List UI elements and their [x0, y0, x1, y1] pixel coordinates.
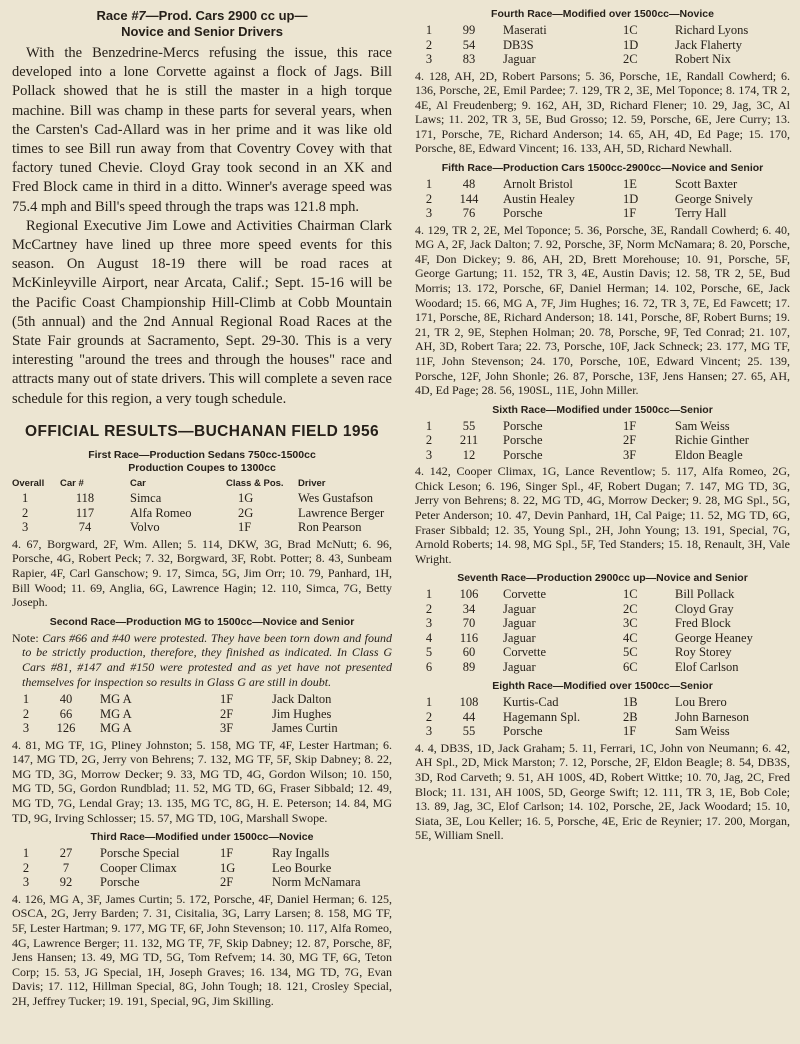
table-row: 3 70 Jaguar 3C Fred Block	[425, 616, 731, 631]
race1-table	[12, 477, 384, 535]
race8-section	[415, 680, 790, 843]
table-row: 1 48 Arnolt Bristol 1E Scott Baxter	[425, 177, 738, 192]
table-row: 1 108 Kurtis-Cad 1B Lou Brero	[425, 695, 727, 710]
table-row: 3 12 Porsche 3F Eldon Beagle	[425, 447, 743, 462]
race6-table	[415, 419, 749, 463]
table-row: 3 126 MG A 3F James Curtin	[22, 721, 338, 736]
col-header-car: Car	[130, 477, 146, 489]
table-row: 3 92 Porsche 2F Norm McNamara	[22, 875, 361, 890]
article-paragraph-2: Regional Executive Jim Lowe and Activities Chairman Clark McCartney have lined up three more speed events for this season. On August 18-19 there will be road races at McKinleyville Airport, near Arcata, Calif.; Sept. 15-16 will be the Pacific Coast Championship Hill-Climb at Cobb Mountain (5th annual) and the 2nd Annual Regional Road Races at the State Fair grounds at Sacramento, Sept. 29-30. This is a very interesting "around the trees and through the houses" race and attracts many out of state drivers. This will complete a seven race schedule for this region, a very tough schedule.	[12, 217, 392, 407]
table-row: 1 99 Maserati 1C Richard Lyons	[425, 23, 749, 37]
race5-section	[415, 162, 790, 398]
table-header-row	[12, 477, 384, 492]
table-row: 1 27 Porsche Special 1F Ray Ingalls	[22, 846, 330, 861]
table-row: 1 40 MG A 1F Jack Dalton	[22, 692, 332, 707]
table-row: 3 76 Porsche 1F Terry Hall	[425, 206, 727, 221]
race5-title: Fifth Race—Production Cars 1500cc-2900cc—Novice and Senior	[441, 162, 764, 175]
race3-table	[12, 846, 361, 890]
race2-title: Second Race—Production MG to 1500cc—Novice and Senior	[49, 615, 355, 628]
heading-line2: Novice and Senior Drivers	[121, 24, 283, 39]
race6-section	[415, 404, 790, 567]
table-row: 1 106 Corvette 1C Bill Pollack	[425, 587, 735, 602]
article-text	[12, 44, 392, 409]
table-row: 3 74 Volvo 1F Ron Pearson	[22, 520, 362, 535]
results-title: OFFICIAL RESULTS—BUCHANAN FIELD 1956	[25, 422, 379, 440]
race4-other-finishers: 4. 128, AH, 2D, Robert Parsons; 5. 36, Porsche, 1E, Randall Cowherd; 6. 136, Porsche, 2E, Emil Pardee; 7. 129, TR 2, 3E, Mel Toponce; 8. 174, TR 2, 4E, Al Freudenberg; 9. 162, AH, 3D, Richard Flener; 10. 29, Jag, 3C, Al Laws; 11. 202, TR 3, 5E, Bud Grosso; 12. 59, Porsche, 6E, Jere Curry; 13. 171, Porsche, 7E, Richard Anderson; 14. 65, AH, 4D, Ed Page; 15. 170, Porsche, 8E, Edward Vincent; 16. 133, AH, 5D, Richard Newhall.	[415, 68, 790, 156]
race5-other-finishers: 4. 129, TR 2, 2E, Mel Toponce; 5. 36, Porsche, 3E, Randall Cowherd; 6. 40, MG A, 2F, Jack Dalton; 7. 92, Porsche, 3F, Norm McNamara; 8. 20, Porsche, 4F, Don Dickey; 9. 86, AH, 2D, Brett Morehouse; 10. 91, Porsche, 5F, George Gartung; 11. 152, TR 3, 4E, Austin Davis; 12. 58, TR 2, 5E, Bud Morris; 13. 172, Porsche, 6F, Daniel Herman; 14. 102, Porsche, 6E, Jack Woodard; 15. 66, MG A, 7F, Jim Hughes; 16. 72, TR 3, 7E, Ed Fawcett; 17. 171, Porsche, 8E, Richard Anderson; 18. 141, Porsche, 8F, Robert Burns; 19. 21, TR 2, 9E, Stephen Holman; 20. 78, Porsche, 9F, Ted Conrad; 21. 107, AH, 3D, Robert Tara; 22. 73, Porsche, 10F, Jack Schneck; 23. 177, MG TF, 11F, John Stevenson; 24. 170, Porsche, 10E, Edward Vincent; 25. 139, Porsche, 12F, John Shonle; 26. 87, Porsche, 13F, Jens Hansen; 27. 65, AH, 4D, Ed Page; 28. 56, 190SL, 11E, John Miller.	[415, 222, 790, 398]
race3-other-finishers: 4. 126, MG A, 3F, James Curtin; 5. 172, Porsche, 4F, Daniel Herman; 6. 125, OSCA, 2G, Jerry Barden; 7. 31, Cisitalia, 3G, Larry Larsen; 8. 158, MG TF, 5F, Lester Hartman; 9. 177, MG TF, 6F, John Stevenson; 10. 117, Alfa Romeo, 4G, Lawrence Berger; 11. 132, MG TF, 7F, Skip Dabney; 12. 87, Porsche, 8F, Jens Hansen; 13. 49, MG TD, 5G, Tom Refvem; 14. 30, MG TF, 6G, Teton Corp; 15. 53, JG Special, 1H, Joseph Graves; 16. 134, MG TD, 7G, Evan Davis; 17. 112, Hillman Special, 8G, John Tough; 18. 121, Crosley Special, 2H, Jeffrey Tucker; 19. 191, Special, 9G, Jim Skilling.	[12, 891, 392, 1008]
race3-title: Third Race—Modified under 1500cc—Novice	[90, 831, 314, 844]
heading-prefix: Race	[96, 8, 132, 23]
race6-other-finishers: 4. 142, Cooper Climax, 1G, Lance Reventlow; 5. 117, Alfa Romeo, 2G, Chick Leson; 6. 196, Singer Spl., 4F, Robert Dugan; 7. 147, MG TD, 3G, Jerry von Behrens; 8. 22, MG TD, 4G, Morrow Decker; 9. 28, MG Spl., 5G, Peter Anderson; 10. 47, Devin Panhard, 1H, Cal Paige; 11. 52, MG TD, 6G, Fraser Sibbald; 12. 35, Young Spl., 2H, John Young; 13. 191, Special, 7G, Arnold Roberts; 14. 98, MG Spl., 5F, Ted Standers; 15. 18, Renault, 3H, Vale Wright.	[415, 464, 790, 566]
race7-table	[415, 587, 753, 674]
race8-table	[415, 695, 749, 739]
table-row: 1 55 Porsche 1F Sam Weiss	[425, 418, 730, 433]
col-header-driver: Driver	[298, 477, 326, 489]
table-row: 4 116 Jaguar 4C George Heaney	[425, 630, 753, 645]
right-column	[415, 8, 790, 849]
race7-title: Seventh Race—Production 2900cc up—Novice and Senior	[457, 572, 748, 585]
race4-title: Fourth Race—Modified over 1500cc—Novice	[491, 8, 714, 20]
race8-title: Eighth Race—Modified over 1500cc—Senior	[492, 680, 713, 693]
race2-other-finishers: 4. 81, MG TF, 1G, Pliney Johnston; 5. 158, MG TF, 4F, Lester Hartman; 6. 147, MG TD, 2G, Jerry von Behrens; 7. 132, MG TF, 5F, Skip Dabney; 8. 22, MG TD, 3G, Morrow Decker; 9. 33, MG TD, 4G, Gordon Wilson; 10. 150, MG TD, 5G, Gordon Rundblad; 11. 52, MG TD, 6G, Fraser Sibbald; 12. 49, MG TD, 7G, Lendal Gray; 13. 135, MG TC, 8G, H. E. Peterson; 14. 84, MG TD, 9G, Irving Schlosser; 15. 57, MG TD, 10G, Marshall Swope.	[12, 737, 392, 825]
race4-section	[415, 8, 790, 156]
race4-table	[415, 23, 748, 67]
race1-section	[12, 449, 392, 610]
table-row: 2 66 MG A 2F Jim Hughes	[22, 706, 332, 721]
table-row: 2 7 Cooper Climax 1G Leo Bourke	[22, 860, 332, 875]
col-header-car-number: Car #	[60, 477, 84, 489]
table-row: 2 44 Hagemann Spl. 2B John Barneson	[425, 709, 749, 724]
race2-table	[12, 692, 338, 736]
race7-story-heading	[12, 8, 392, 40]
table-row: 1 118 Simca 1G Wes Gustafson	[22, 491, 374, 506]
table-row: 5 60 Corvette 5C Roy Storey	[425, 645, 732, 660]
note-label: Note:	[12, 630, 39, 645]
table-row: 3 83 Jaguar 2C Robert Nix	[425, 52, 731, 66]
table-row: 2 211 Porsche 2F Richie Ginther	[425, 433, 749, 448]
col-header-overall: Overall	[12, 477, 45, 489]
race1-subtitle: Production Coupes to 1300cc	[128, 461, 276, 474]
table-row: 2 144 Austin Healey 1D George Snively	[425, 191, 753, 206]
table-row: 2 34 Jaguar 2C Cloyd Gray	[425, 601, 734, 616]
table-row: 2 117 Alfa Romeo 2G Lawrence Berger	[22, 505, 385, 520]
race2-protest-note	[12, 631, 392, 689]
table-row: 2 54 DB3S 1D Jack Flaherty	[425, 37, 742, 52]
race6-title: Sixth Race—Modified under 1500cc—Senior	[492, 403, 713, 416]
race5-table	[415, 177, 753, 221]
left-column	[12, 8, 392, 1015]
race7-section	[415, 572, 790, 674]
note-text: Cars #66 and #40 were protested. They have been torn down and found to be strictly production, therefore, they finished as indicated. In Class G Cars #81, #147 and #150 were protested and as yet have not presented themselves for inspection so results in Glass G are still in doubt.	[22, 630, 392, 689]
race3-section	[12, 831, 392, 1008]
heading-race-number: #7	[131, 8, 146, 23]
race1-title: First Race—Production Sedans 750cc-1500cc	[88, 448, 316, 461]
race1-other-finishers: 4. 67, Borgward, 2F, Wm. Allen; 5. 114, DKW, 3G, Brad McNutt; 6. 96, Porsche, 4G, Robert Peck; 7. 32, Borgward, 3F, Robt. Potter; 8. 43, Sunbeam Rapier, 4F, Carl Ganschow; 9. 17, Simca, 5G, Jim Orr; 10. 79, Panhard, 1H, Bill Wood; 11. 69, Anglia, 6G, Lawrence Hagin; 12. 110, Simca, 7G, Betty Joseph.	[12, 536, 392, 610]
table-row: 6 89 Jaguar 6C Elof Carlson	[425, 659, 739, 674]
race8-other-finishers: 4. 4, DB3S, 1D, Jack Graham; 5. 11, Ferrari, 1C, John von Neumann; 6. 42, AH Spl., 2D, Mick Marston; 7. 12, Porsche, 2F, Eldon Beagle; 8. 54, DB3S, 3D, Rod Carveth; 9. 51, AH 100S, 4D, Robert Wittke; 10. 70, Jag, 2C, Fred Block; 11. 131, AH 100S, 5D, George Swift; 12. 111, TR 3, 1E, Bob Cole; 13. 89, Jag, 3C, Elof Carlson; 14. 102, Porsche, 2E, Jack Woodard; 15. 10, Siata, 3E, Lou Keller; 16. 5, Porsche, 4E, Eric de Reynier; 17. 200, Morgan, 5E, William Snell.	[415, 740, 790, 843]
table-row: 3 55 Porsche 1F Sam Weiss	[425, 724, 730, 739]
col-header-class: Class & Pos.	[226, 477, 284, 489]
heading-rest: —Prod. Cars 2900 cc up—	[145, 8, 308, 23]
race2-section	[12, 616, 392, 825]
article-paragraph-1: With the Benzedrine-Mercs refusing the issue, this race developed into a lone Corvette against a flock of Jags. Bill Pollack showed that he is still the master in a high torque machine. Bill was champ in these parts for several years, when the Carsten's Cad-Allard was in her prime and it was like old times to see Bill run away from that Coventry Covey with that factory tuned Chevie. Cloyd Gray took second in an XK and Fred Block came in third in a ditto. Winner's average speed was 75.4 mph and Bill's speed through the traps was 121.8 mph.	[12, 45, 392, 215]
